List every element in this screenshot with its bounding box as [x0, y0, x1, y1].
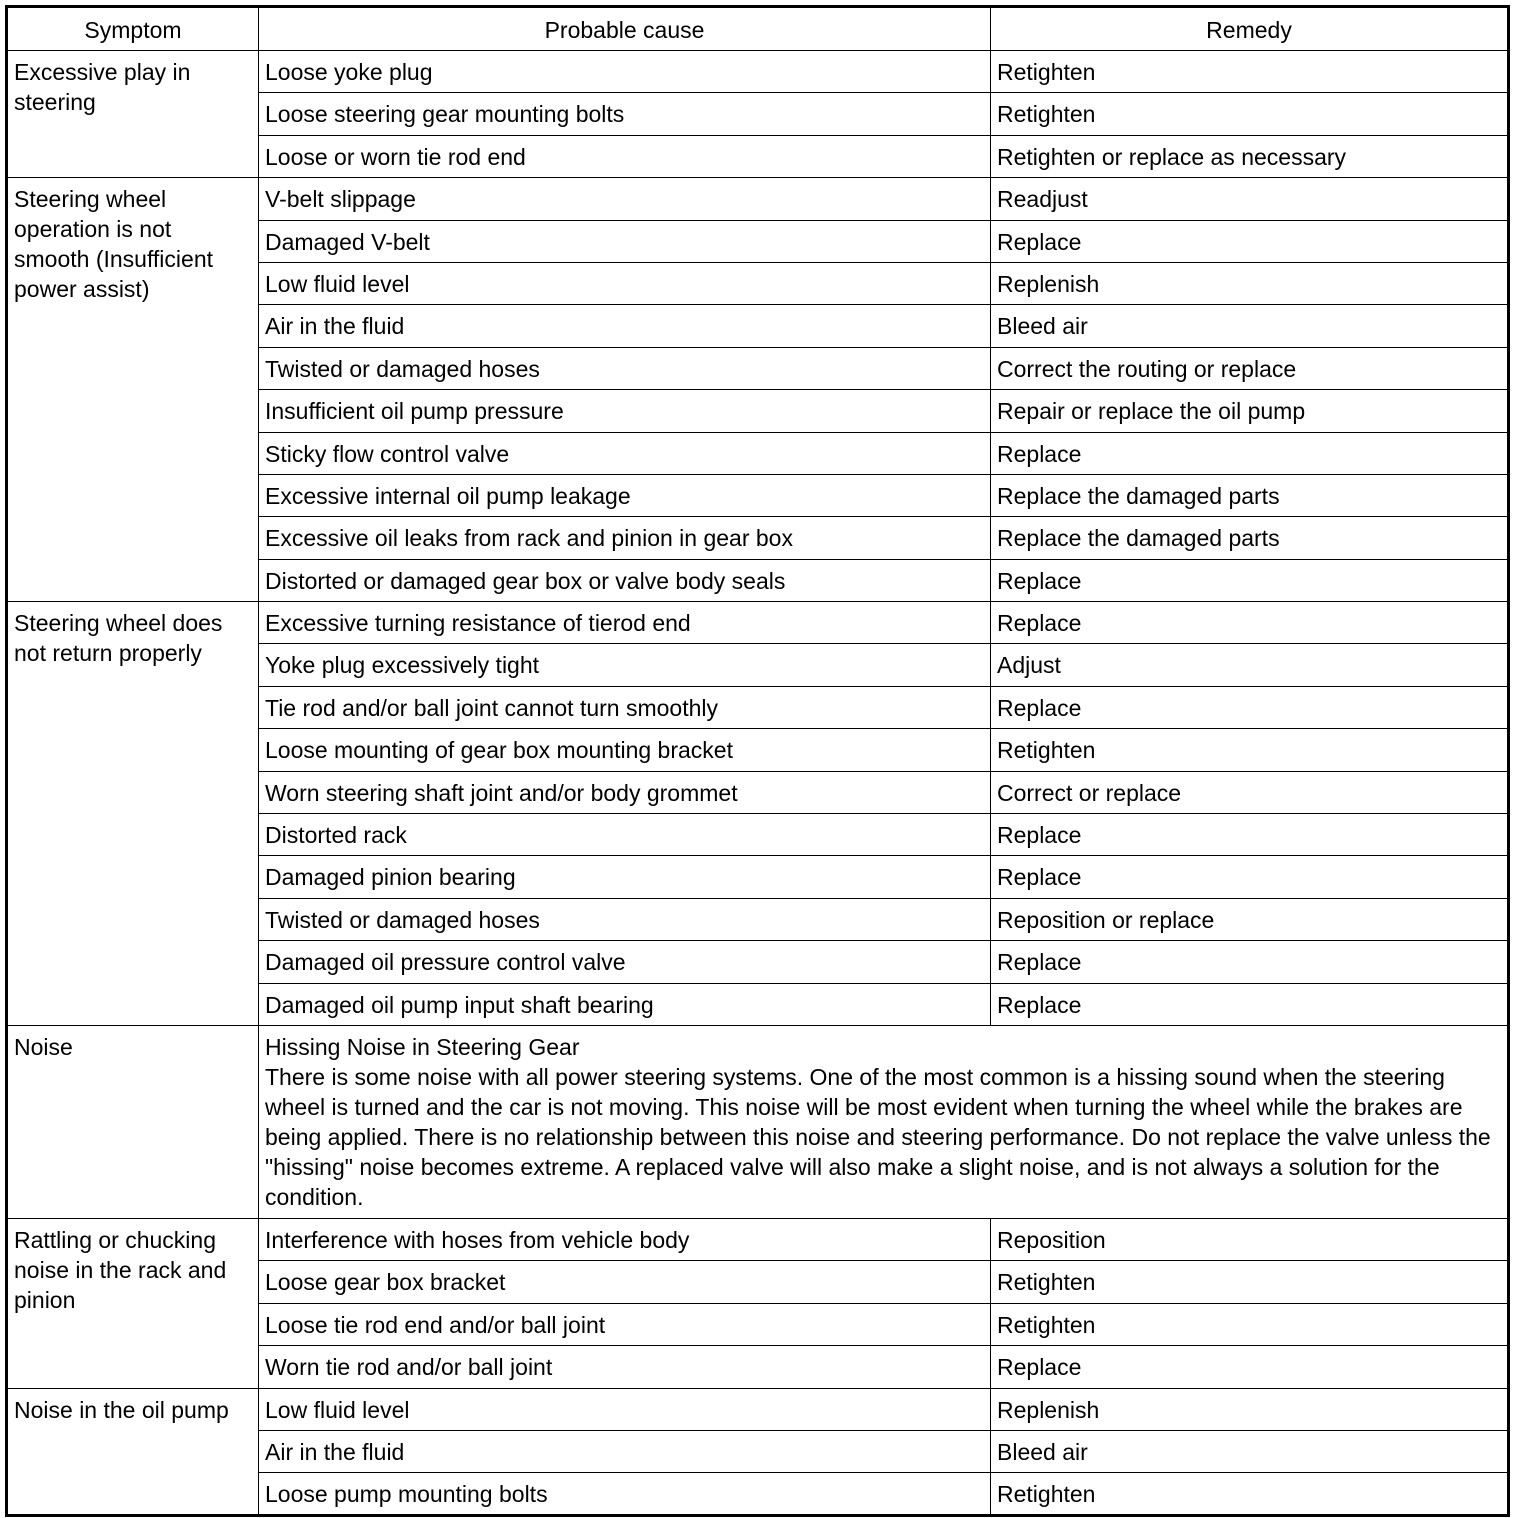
symptom-cell: Excessive play in steering [7, 51, 259, 178]
symptom-cell: Steering wheel operation is not smooth (Insufficient power assist) [7, 178, 259, 602]
note-title: Hissing Noise in Steering Gear [265, 1033, 580, 1060]
remedy-cell: Replace [991, 602, 1509, 644]
remedy-cell: Replenish [991, 1388, 1509, 1430]
probable-cause-cell: Loose or worn tie rod end [259, 135, 991, 177]
remedy-cell: Replace [991, 1346, 1509, 1388]
troubleshooting-table [5, 5, 1510, 1517]
probable-cause-cell: Air in the fluid [259, 305, 991, 347]
symptom-cell: Noise [7, 1025, 259, 1218]
remedy-cell: Retighten [991, 1303, 1509, 1345]
remedy-cell: Replace [991, 941, 1509, 983]
probable-cause-cell: Excessive turning resistance of tierod end [259, 602, 991, 644]
remedy-cell: Replace [991, 432, 1509, 474]
probable-cause-cell: Interference with hoses from vehicle body [259, 1218, 991, 1260]
table-row [7, 1388, 1509, 1430]
remedy-cell: Replace [991, 220, 1509, 262]
symptom-cell: Rattling or chucking noise in the rack and pinion [7, 1218, 259, 1388]
probable-cause-cell: Damaged oil pressure control valve [259, 941, 991, 983]
remedy-cell: Replace [991, 856, 1509, 898]
probable-cause-cell: Loose yoke plug [259, 51, 991, 93]
remedy-cell: Replace the damaged parts [991, 517, 1509, 559]
remedy-cell: Adjust [991, 644, 1509, 686]
remedy-cell: Bleed air [991, 305, 1509, 347]
probable-cause-cell: Worn steering shaft joint and/or body grommet [259, 771, 991, 813]
table-row [7, 602, 1509, 644]
remedy-cell: Replace [991, 559, 1509, 601]
probable-cause-cell: Air in the fluid [259, 1430, 991, 1472]
probable-cause-cell: Tie rod and/or ball joint cannot turn smoothly [259, 686, 991, 728]
probable-cause-cell: Low fluid level [259, 262, 991, 304]
probable-cause-cell: Low fluid level [259, 1388, 991, 1430]
probable-cause-cell: Damaged pinion bearing [259, 856, 991, 898]
remedy-cell: Retighten [991, 1261, 1509, 1303]
remedy-cell: Bleed air [991, 1430, 1509, 1472]
probable-cause-cell: Excessive oil leaks from rack and pinion in gear box [259, 517, 991, 559]
noise-note-cell [259, 1025, 1509, 1218]
probable-cause-cell: Damaged oil pump input shaft bearing [259, 983, 991, 1025]
remedy-cell: Correct or replace [991, 771, 1509, 813]
remedy-cell: Retighten [991, 93, 1509, 135]
probable-cause-cell: Worn tie rod and/or ball joint [259, 1346, 991, 1388]
probable-cause-cell: Loose steering gear mounting bolts [259, 93, 991, 135]
remedy-cell: Reposition [991, 1218, 1509, 1260]
remedy-cell: Replace [991, 686, 1509, 728]
remedy-cell: Replace [991, 983, 1509, 1025]
remedy-cell: Replenish [991, 262, 1509, 304]
probable-cause-cell: Twisted or damaged hoses [259, 347, 991, 389]
header-row [7, 7, 1509, 51]
remedy-cell: Replace the damaged parts [991, 474, 1509, 516]
table-row [7, 178, 1509, 220]
remedy-column-header: Remedy [991, 7, 1509, 51]
table-body [7, 51, 1509, 1516]
table-row [7, 1218, 1509, 1260]
probable-cause-cell: Sticky flow control valve [259, 432, 991, 474]
remedy-cell: Retighten [991, 1473, 1509, 1516]
remedy-cell: Reposition or replace [991, 898, 1509, 940]
probable-cause-cell: Insufficient oil pump pressure [259, 390, 991, 432]
probable-cause-cell: Twisted or damaged hoses [259, 898, 991, 940]
remedy-cell: Retighten [991, 51, 1509, 93]
probable-cause-cell: Loose tie rod end and/or ball joint [259, 1303, 991, 1345]
symptom-cell: Noise in the oil pump [7, 1388, 259, 1516]
probable-cause-cell: Loose gear box bracket [259, 1261, 991, 1303]
note-body: There is some noise with all power steering systems. One of the most common is a hissing sound when the steering wheel is turned and the car is not moving. This noise will be most evident when turning the wheel while the brakes are being applied. There is no relationship between this noise and steering performance. Do not replace the valve unless the "hissing" noise becomes extreme. A replaced valve will also make a slight noise, and is not always a solution for the condition. [265, 1063, 1491, 1210]
table-row [7, 1025, 1509, 1218]
remedy-cell: Correct the routing or replace [991, 347, 1509, 389]
probable-cause-cell: Loose mounting of gear box mounting bracket [259, 729, 991, 771]
remedy-cell: Retighten [991, 729, 1509, 771]
probable-cause-cell: Distorted or damaged gear box or valve body seals [259, 559, 991, 601]
probable-cause-cell: Yoke plug excessively tight [259, 644, 991, 686]
remedy-cell: Readjust [991, 178, 1509, 220]
probable-cause-cell: Damaged V-belt [259, 220, 991, 262]
table-row [7, 51, 1509, 93]
remedy-cell: Repair or replace the oil pump [991, 390, 1509, 432]
remedy-cell: Replace [991, 814, 1509, 856]
probable-cause-cell: V-belt slippage [259, 178, 991, 220]
probable-cause-column-header: Probable cause [259, 7, 991, 51]
symptom-column-header: Symptom [7, 7, 259, 51]
remedy-cell: Retighten or replace as necessary [991, 135, 1509, 177]
symptom-cell: Steering wheel does not return properly [7, 602, 259, 1026]
probable-cause-cell: Loose pump mounting bolts [259, 1473, 991, 1516]
probable-cause-cell: Distorted rack [259, 814, 991, 856]
probable-cause-cell: Excessive internal oil pump leakage [259, 474, 991, 516]
